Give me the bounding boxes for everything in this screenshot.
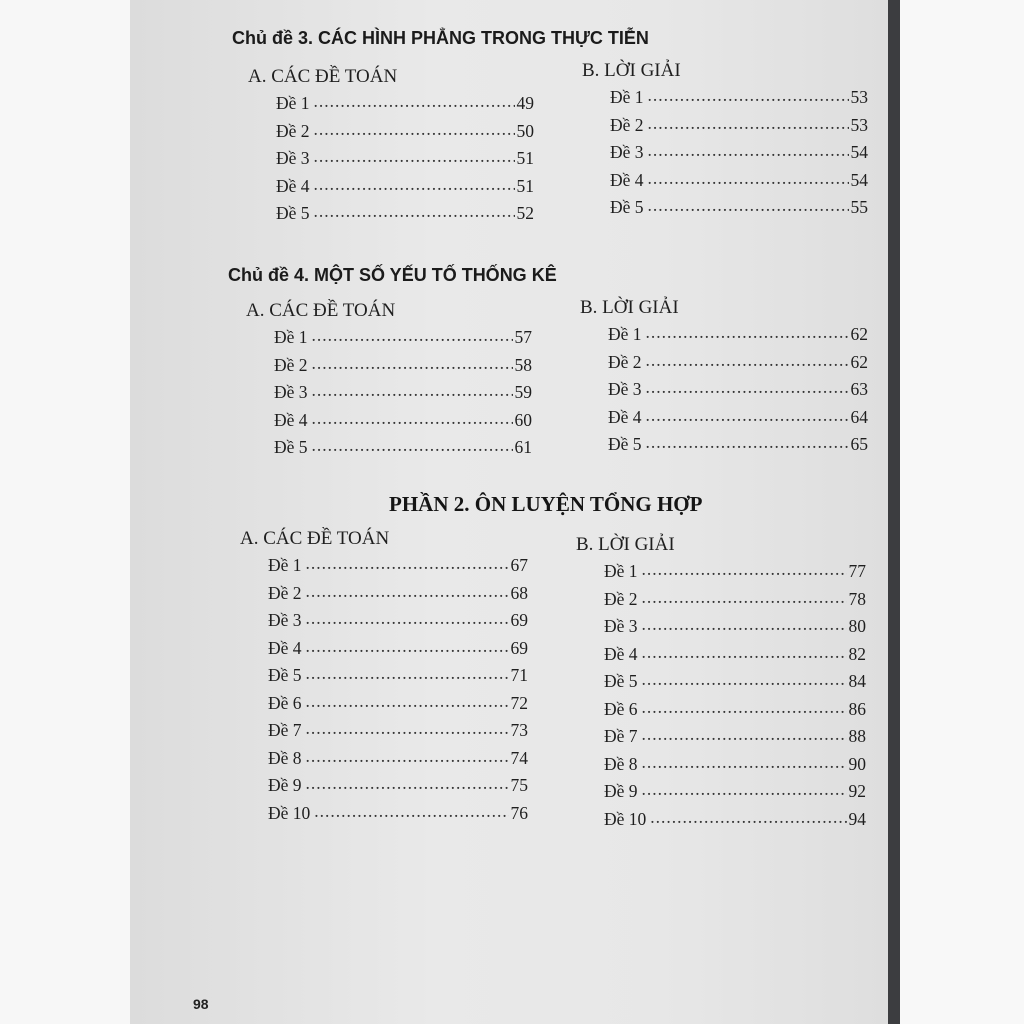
column-title: B. LỜI GIẢI [582, 60, 681, 81]
column-title: B. LỜI GIẢI [580, 297, 679, 318]
toc-entry[interactable]: Đề 2 ..... 62 [608, 349, 868, 377]
toc-entry[interactable]: Đề 3 ..... 51 [276, 145, 534, 173]
part-heading-part-2: PHẦN 2. ÔN LUYỆN TỔNG HỢP [389, 492, 703, 516]
topic-4-problems-column [246, 298, 532, 462]
toc-entry[interactable]: Đề 5 ..... 52 [276, 200, 534, 228]
section-heading-topic-3: Chủ đề 3. CÁC HÌNH PHẲNG TRONG THỰC TIỄN [232, 28, 649, 48]
toc-entry[interactable]: Đề 4 ..... 54 [610, 167, 868, 195]
column-title: A. CÁC ĐỀ TOÁN [240, 528, 390, 549]
topic-4-solutions-column [580, 295, 868, 459]
page-edge-shadow [888, 0, 900, 1024]
toc-entry[interactable]: Đề 2 ..... 68 [268, 580, 528, 608]
toc-entry[interactable]: Đề 1 ..... 62 [608, 321, 868, 349]
toc-entry[interactable]: Đề 3 ..... 63 [608, 376, 868, 404]
toc-entry[interactable]: Đề 5 ..... 55 [610, 194, 868, 222]
toc-entry[interactable]: Đề 4 ..... 60 [274, 407, 532, 435]
topic-3-problems-column [248, 64, 534, 228]
toc-entry[interactable]: Đề 1 ..... 67 [268, 552, 528, 580]
toc-entry[interactable]: Đề 3 ..... 54 [610, 139, 868, 167]
toc-entry[interactable]: Đề 9 ..... 92 [604, 778, 866, 806]
toc-entry[interactable]: Đề 10 ..... 76 [268, 800, 528, 828]
toc-entry[interactable]: Đề 2 ..... 58 [274, 352, 532, 380]
background-right [900, 0, 1024, 1024]
toc-entry[interactable]: Đề 1 ..... 57 [274, 324, 532, 352]
column-title: B. LỜI GIẢI [576, 534, 675, 555]
column-title: A. CÁC ĐỀ TOÁN [248, 66, 398, 87]
page-number: 98 [193, 996, 209, 1012]
toc-entry[interactable]: Đề 4 ..... 82 [604, 641, 866, 669]
toc-entry[interactable]: Đề 6 ..... 72 [268, 690, 528, 718]
toc-entry[interactable]: Đề 3 ..... 59 [274, 379, 532, 407]
column-title: A. CÁC ĐỀ TOÁN [246, 300, 396, 321]
toc-entry[interactable]: Đề 4 ..... 51 [276, 173, 534, 201]
part-2-problems-column [240, 526, 528, 827]
toc-entry[interactable]: Đề 2 ..... 78 [604, 586, 866, 614]
toc-entry[interactable]: Đề 2 ..... 53 [610, 112, 868, 140]
toc-entry[interactable]: Đề 4 ..... 64 [608, 404, 868, 432]
topic-3-solutions-column [582, 58, 868, 222]
toc-entry[interactable]: Đề 8 ..... 90 [604, 751, 866, 779]
toc-entry[interactable]: Đề 4 ..... 69 [268, 635, 528, 663]
toc-entry[interactable]: Đề 8 ..... 74 [268, 745, 528, 773]
toc-entry[interactable]: Đề 1 ..... 49 [276, 90, 534, 118]
toc-entry[interactable]: Đề 3 ..... 80 [604, 613, 866, 641]
toc-entry[interactable]: Đề 3 ..... 69 [268, 607, 528, 635]
toc-entry[interactable]: Đề 7 ..... 73 [268, 717, 528, 745]
toc-entry[interactable]: Đề 7 ..... 88 [604, 723, 866, 751]
toc-entry[interactable]: Đề 1 ..... 77 [604, 558, 866, 586]
toc-entry[interactable]: Đề 9 ..... 75 [268, 772, 528, 800]
toc-entry[interactable]: Đề 2 ..... 50 [276, 118, 534, 146]
toc-entry[interactable]: Đề 10 ..... 94 [604, 806, 866, 834]
toc-entry[interactable]: Đề 5 ..... 61 [274, 434, 532, 462]
background-left [0, 0, 130, 1024]
part-2-solutions-column [576, 532, 866, 833]
toc-entry[interactable]: Đề 5 ..... 71 [268, 662, 528, 690]
section-heading-topic-4: Chủ đề 4. MỘT SỐ YẾU TỐ THỐNG KÊ [228, 265, 557, 285]
toc-entry[interactable]: Đề 5 ..... 65 [608, 431, 868, 459]
toc-entry[interactable]: Đề 6 ..... 86 [604, 696, 866, 724]
toc-entry[interactable]: Đề 5 ..... 84 [604, 668, 866, 696]
toc-entry[interactable]: Đề 1 ..... 53 [610, 84, 868, 112]
